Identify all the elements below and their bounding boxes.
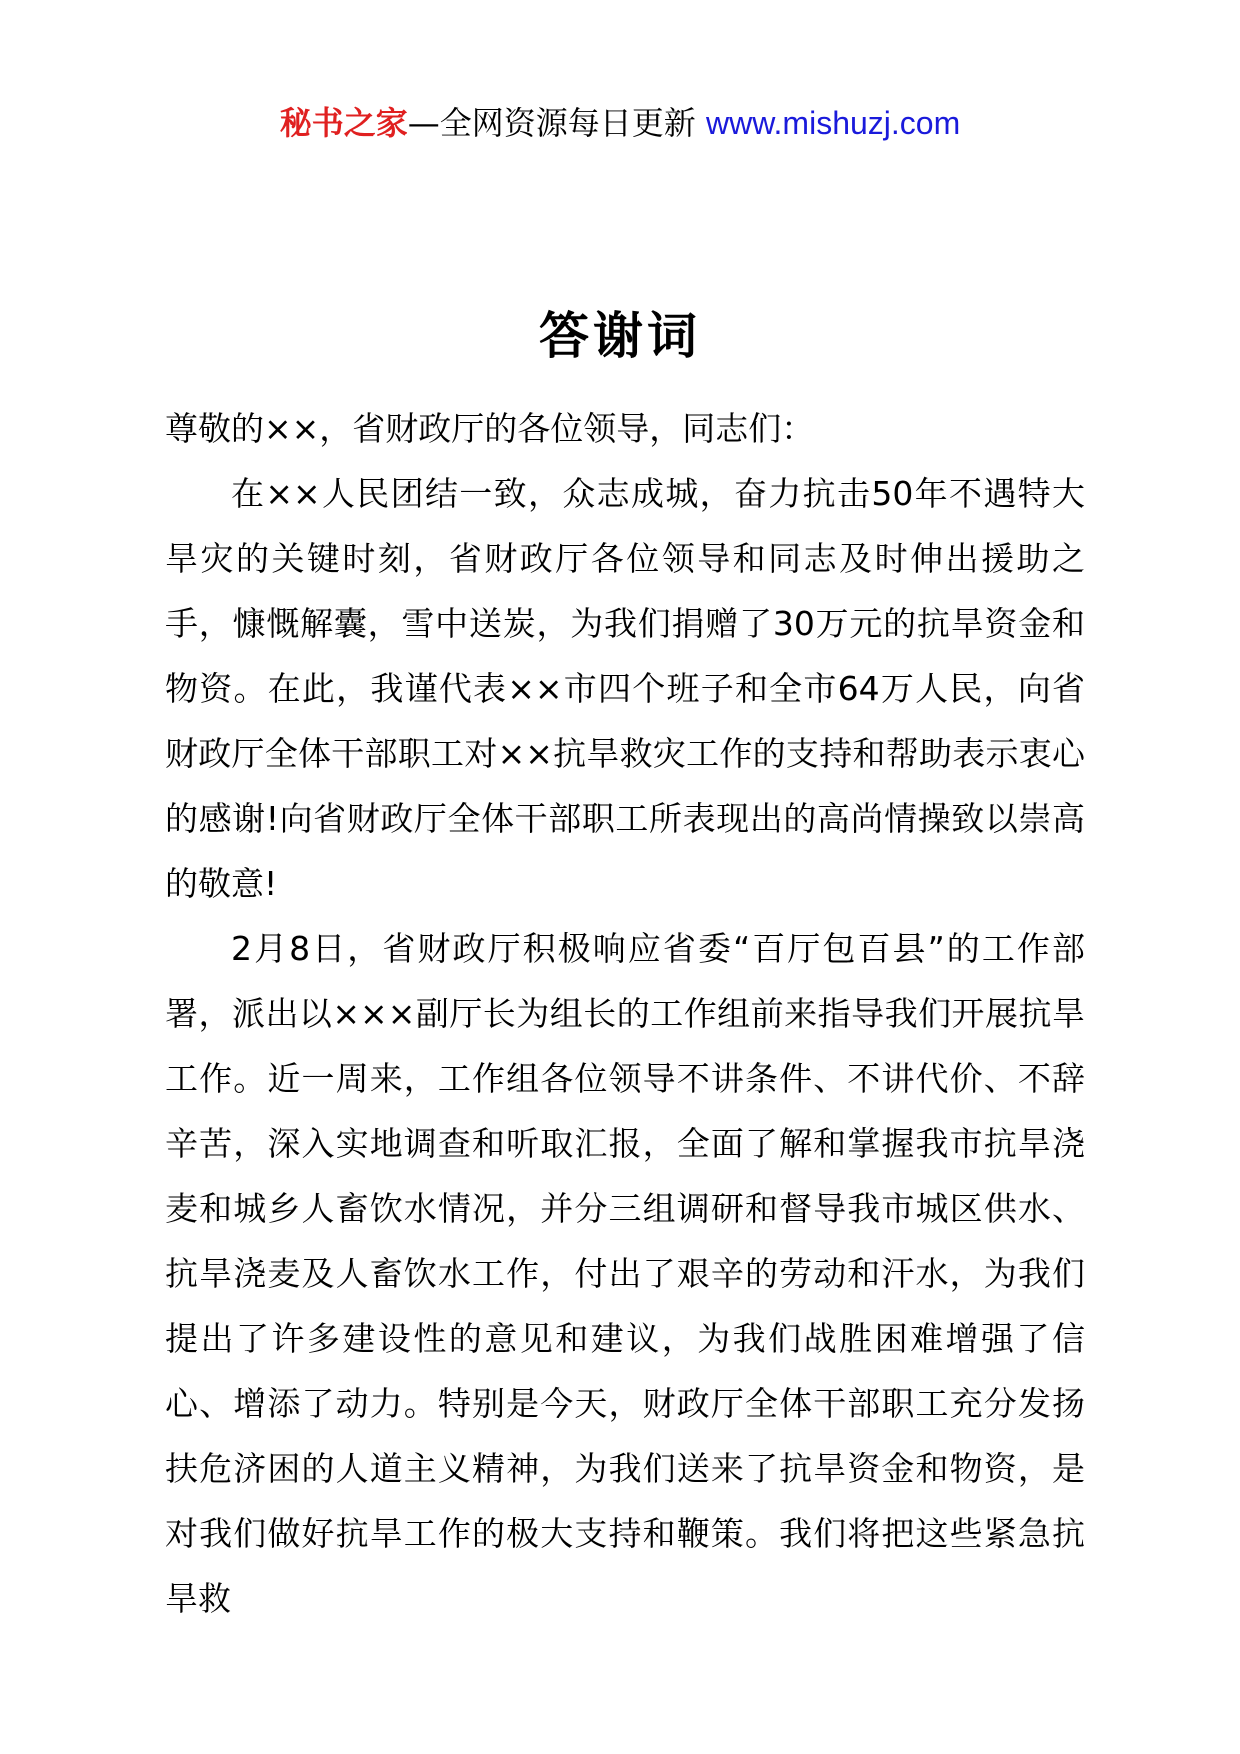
document-title: 答谢词 xyxy=(539,307,701,365)
site-header xyxy=(0,100,1240,146)
site-tagline: —全网资源每日更新 xyxy=(407,104,706,142)
document-body xyxy=(165,396,1085,1631)
salutation: 尊敬的××，省财政厅的各位领导，同志们： xyxy=(165,409,815,448)
site-brand: 秘书之家 xyxy=(279,104,408,142)
paragraph-1: 在××人民团结一致，众志成城，奋力抗击50年不遇特大旱灾的关键时刻，省财政厅各位领导和同志及时伸出援助之手，慷慨解囊，雪中送炭，为我们捐赠了30万元的抗旱资金和物资。在此，我谨代表××市四个班子和全市64万人民，向省财政厅全体干部职工对××抗旱救灾工作的支持和帮助表示衷心的感谢!向省财政厅全体干部职工所表现出的高尚情操致以崇高的敬意! xyxy=(165,474,1085,903)
paragraph-2: 2月8日，省财政厅积极响应省委“百厅包百县”的工作部署，派出以×××副厅长为组长的工作组前来指导我们开展抗旱工作。近一周来，工作组各位领导不讲条件、不讲代价、不辞辛苦，深入实地调查和听取汇报，全面了解和掌握我市抗旱浇麦和城乡人畜饮水情况，并分三组调研和督导我市城区供水、抗旱浇麦及人畜饮水工作，付出了艰辛的劳动和汗水，为我们提出了许多建设性的意见和建议，为我们战胜困难增强了信心、增添了动力。特别是今天，财政厅全体干部职工充分发扬扶危济困的人道主义精神，为我们送来了抗旱资金和物资，是对我们做好抗旱工作的极大支持和鞭策。我们将把这些紧急抗旱救 xyxy=(165,929,1085,1618)
site-url-link[interactable]: www.mishuzj.com xyxy=(705,105,961,141)
